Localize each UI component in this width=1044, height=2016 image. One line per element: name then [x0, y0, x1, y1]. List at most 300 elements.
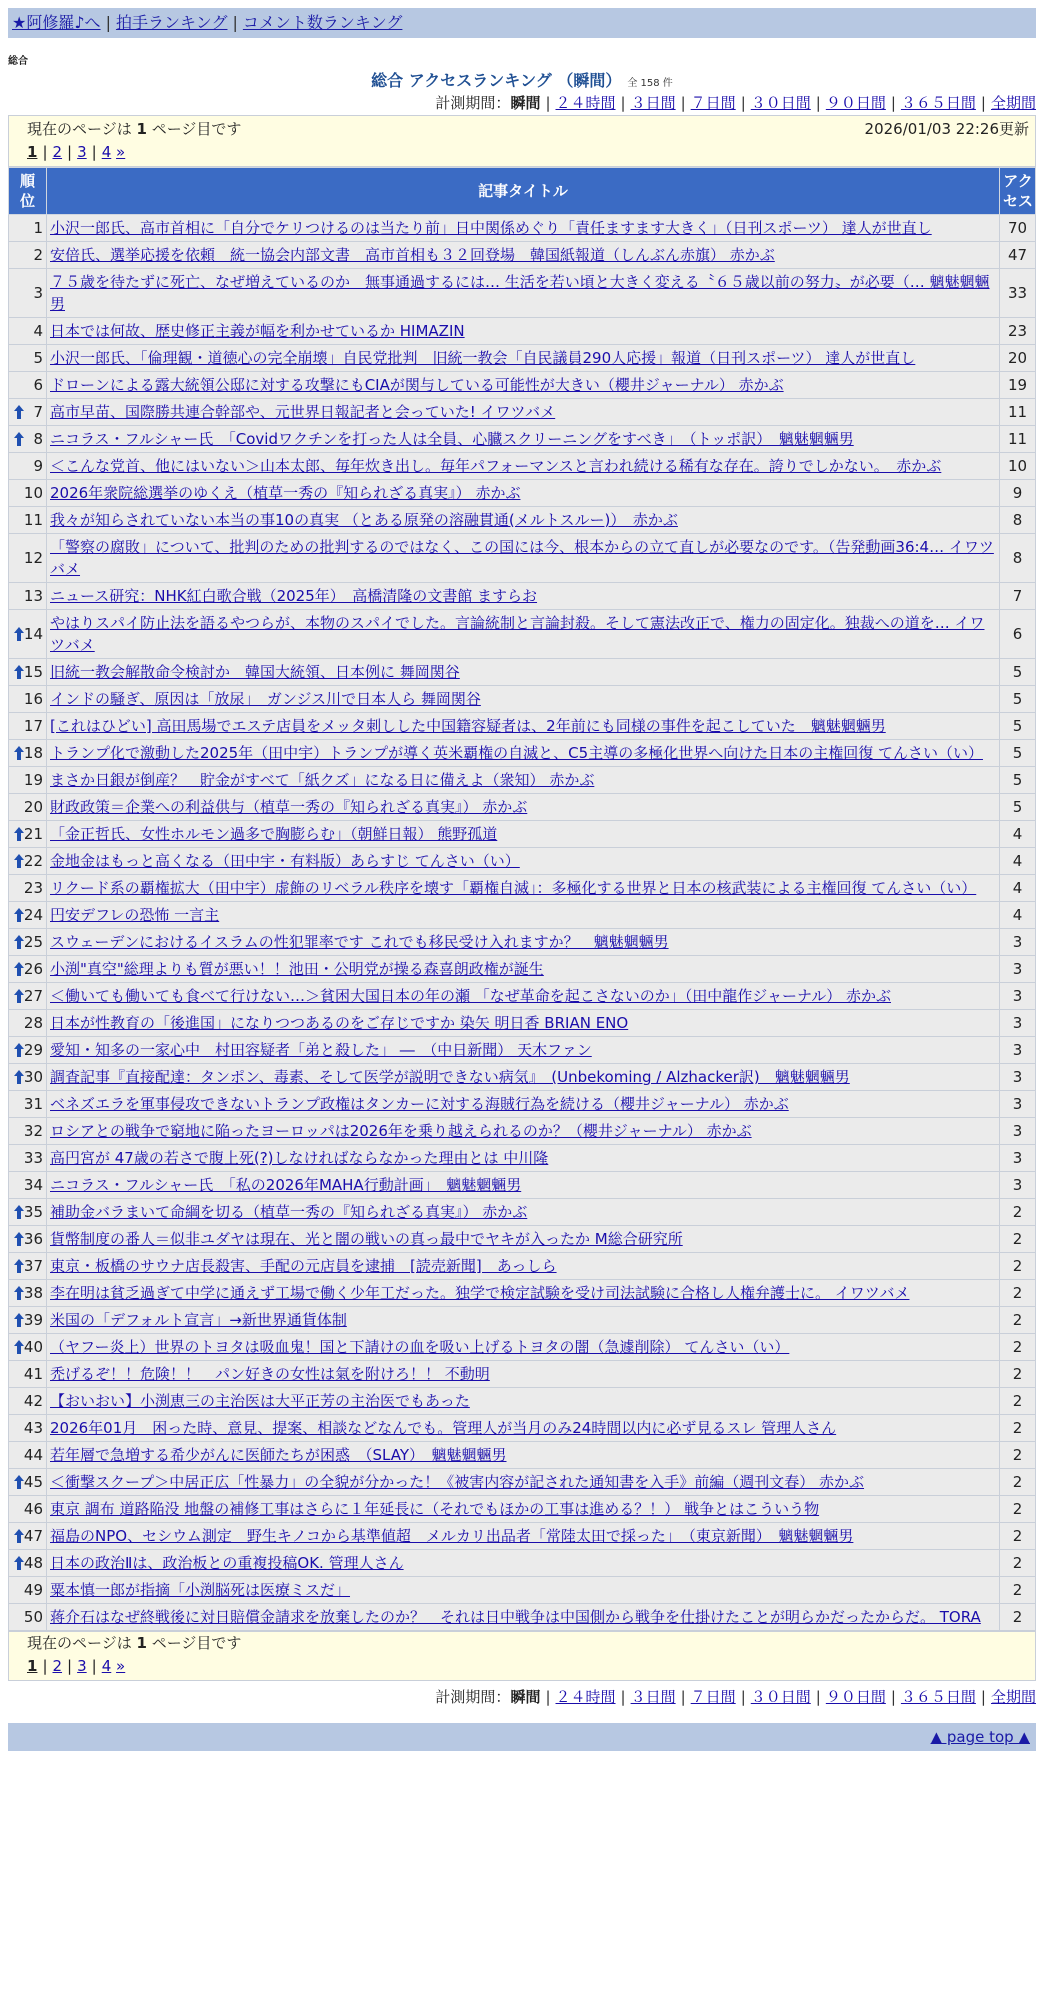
article-link[interactable]: インドの騒ぎ、原因は「放尿」 ガンジス川で日本人ら 舞岡関谷 — [50, 690, 481, 708]
table-row — [9, 1064, 1036, 1091]
table-row — [9, 399, 1036, 426]
article-link[interactable]: 小沢一郎氏、「倫理観・道徳心の完全崩壊」自民党批判 旧統一教会「自民議員290人応援」報道（日刊スポーツ） 達人が世直し — [50, 349, 916, 367]
access-count: 10 — [1000, 453, 1036, 480]
separator: | — [620, 1688, 626, 1706]
title-cell — [47, 1226, 1000, 1253]
rank-number: 31 — [23, 1095, 43, 1113]
title-cell — [47, 740, 1000, 767]
rank-number: 24 — [23, 906, 43, 924]
article-link[interactable]: 円安デフレの恐怖 一言主 — [50, 906, 220, 924]
rank-cell — [9, 1577, 47, 1604]
ranking-table — [8, 167, 1036, 1631]
rank-up-arrow-icon — [13, 404, 25, 420]
rank-cell — [9, 534, 47, 583]
rank-cell — [9, 1361, 47, 1388]
title-cell — [47, 1523, 1000, 1550]
article-link[interactable]: ７５歳を待たずに死亡、なぜ増えているのか 無事通過するには… 生活を若い頃と大きく変える〝６５歳以前の努力〟が必要（… 魑魅魍魎男 — [50, 273, 990, 313]
rank-cell — [9, 740, 47, 767]
rank-cell — [9, 821, 47, 848]
title-cell — [47, 269, 1000, 318]
rank-cell — [9, 1172, 47, 1199]
rank-up-arrow-icon — [13, 664, 25, 680]
access-count: 47 — [1000, 242, 1036, 269]
article-link[interactable]: 日本では何故、歴史修正主義が幅を利かせているか HIMAZIN — [50, 322, 465, 340]
current-page-text — [27, 1632, 241, 1654]
table-row — [9, 713, 1036, 740]
article-link[interactable]: 粟本慎一郎が指摘「小渕脳死は医療ミスだ」 — [50, 1581, 351, 1599]
rank-number: 39 — [23, 1311, 43, 1329]
access-count: 4 — [1000, 875, 1036, 902]
access-count: 3 — [1000, 1091, 1036, 1118]
applause-ranking-link[interactable]: 拍手ランキング — [115, 13, 228, 32]
rank-cell — [9, 902, 47, 929]
access-count: 5 — [1000, 713, 1036, 740]
rank-cell — [9, 1226, 47, 1253]
page-links — [27, 1654, 1029, 1678]
rank-cell — [9, 1118, 47, 1145]
page-link-2[interactable]: 2 — [52, 1657, 63, 1675]
article-link[interactable]: 高円宮が 47歳の若さで腹上死(?)しなければならなかった理由とは 中川隆 — [50, 1149, 549, 1167]
access-count: 2 — [1000, 1361, 1036, 1388]
title-cell — [47, 1172, 1000, 1199]
access-count: 2 — [1000, 1199, 1036, 1226]
rank-up-arrow-icon — [13, 431, 25, 447]
article-link[interactable]: 日本が性教育の「後進国」になりつつあるのをご存じですか 染矢 明日香 BRIAN ENO — [50, 1014, 629, 1032]
access-count: 6 — [1000, 610, 1036, 659]
rank-number: 28 — [23, 1014, 43, 1032]
title-cell — [47, 1010, 1000, 1037]
title-cell — [47, 1442, 1000, 1469]
table-row — [9, 1199, 1036, 1226]
rank-cell — [9, 1280, 47, 1307]
article-link[interactable]: 米国の「デフォルト宣言」→新世界通貨体制 — [50, 1311, 347, 1329]
access-count: 2 — [1000, 1415, 1036, 1442]
access-count: 8 — [1000, 534, 1036, 583]
access-count: 7 — [1000, 583, 1036, 610]
article-link[interactable]: 金地金はもっと高くなる（田中宇・有料版）あらすじ てんさい（い） — [50, 852, 520, 870]
access-count: 3 — [1000, 1064, 1036, 1091]
access-count: 2 — [1000, 1550, 1036, 1577]
rank-number: 25 — [23, 933, 43, 951]
pager-bottom — [8, 1631, 1036, 1681]
rank-up-arrow-icon — [13, 626, 25, 642]
title-cell — [47, 1388, 1000, 1415]
next-page-link[interactable]: » — [116, 143, 126, 161]
article-link[interactable]: 日本の政治Ⅱは、政治板との重複投稿OK. 管理人さん — [50, 1554, 404, 1572]
page-links — [27, 140, 1029, 164]
period-link-5[interactable]: ３６５日間 — [900, 1688, 976, 1706]
period-link-1[interactable]: ３日間 — [630, 94, 676, 112]
period-link-3[interactable]: ３０日間 — [750, 1688, 811, 1706]
period-selector-bottom — [8, 1685, 1036, 1709]
rank-up-arrow-icon — [13, 1285, 25, 1301]
title-cell — [47, 1577, 1000, 1604]
period-link-3[interactable]: ３０日間 — [750, 94, 811, 112]
access-count: 2 — [1000, 1496, 1036, 1523]
table-row — [9, 242, 1036, 269]
article-link[interactable]: 「警察の腐敗」について、批判のための批判するのではなく、この国には今、根本からの立て直しが必要なのです。（告発動画36:4… イワツバメ — [50, 538, 994, 578]
article-link[interactable]: （ヤフー炎上）世界のトヨタは吸血鬼！国と下請けの血を吸い上げるトヨタの闇（急遽削除） てんさい（い） — [50, 1338, 790, 1356]
rank-up-arrow-icon — [13, 934, 25, 950]
table-row — [9, 583, 1036, 610]
access-count: 3 — [1000, 1010, 1036, 1037]
separator: | — [740, 1688, 746, 1706]
table-row — [9, 1442, 1036, 1469]
article-link[interactable]: 財政政策＝企業への利益供与（植草一秀の『知られざる真実』） 赤かぶ — [50, 798, 528, 816]
rank-number: 9 — [33, 457, 43, 475]
access-count: 19 — [1000, 372, 1036, 399]
title-cell — [47, 1199, 1000, 1226]
rank-number: 45 — [23, 1473, 43, 1491]
separator: | — [105, 13, 111, 32]
title-cell — [47, 659, 1000, 686]
article-link[interactable]: 補助金バラまいて命綱を切る（植草一秀の『知られざる真実』） 赤かぶ — [50, 1203, 528, 1221]
table-row — [9, 1334, 1036, 1361]
rank-cell — [9, 318, 47, 345]
article-link[interactable]: 我々が知らされていない本当の事10の真実 （とある原発の溶融貫通(メルトスルー)） 赤かぶ — [50, 511, 678, 529]
access-count: 9 — [1000, 480, 1036, 507]
separator: | — [545, 94, 551, 112]
period-current: 瞬間 — [510, 1688, 541, 1706]
table-row — [9, 453, 1036, 480]
access-count: 2 — [1000, 1523, 1036, 1550]
access-count: 5 — [1000, 686, 1036, 713]
article-link[interactable]: リクード系の覇権拡大（田中宇）虚飾のリベラル秩序を壊す「覇権自滅」：多極化する世界と日本の核武装による主権回復 てんさい（い） — [50, 879, 977, 897]
separator: | — [890, 94, 896, 112]
table-row — [9, 794, 1036, 821]
title-cell — [47, 1037, 1000, 1064]
table-row — [9, 1496, 1036, 1523]
rank-up-arrow-icon — [13, 853, 25, 869]
article-link[interactable]: 蒋介石はなぜ終戦後に対日賠償金請求を放棄したのか？ それは日中戦争は中国側から戦争を仕掛けたことが明らかだったからだ。 TORA — [50, 1608, 981, 1626]
table-row — [9, 983, 1036, 1010]
rank-number: 14 — [23, 625, 43, 643]
title-box — [8, 68, 1036, 91]
article-link[interactable]: ニュース研究：NHK紅白歌合戦（2025年） 高橋清隆の文書館 ますらお — [50, 587, 538, 605]
separator: | — [740, 94, 746, 112]
separator: | — [42, 143, 48, 161]
table-row — [9, 875, 1036, 902]
rank-number: 47 — [23, 1527, 43, 1545]
rank-number: 17 — [23, 717, 43, 735]
article-link[interactable]: ＜衝撃スクープ＞中居正広「性暴力」の全貌が分かった！《被害内容が記された通知書を入手》前編（週刊文春） 赤かぶ — [50, 1473, 865, 1491]
rank-up-arrow-icon — [13, 1069, 25, 1085]
article-link[interactable]: 2026年衆院総選挙のゆくえ（植草一秀の『知られざる真実』） 赤かぶ — [50, 484, 521, 502]
table-row — [9, 1523, 1036, 1550]
rank-number: 1 — [33, 219, 43, 237]
rank-number: 12 — [23, 549, 43, 567]
access-count: 23 — [1000, 318, 1036, 345]
rank-number: 50 — [23, 1608, 43, 1626]
rank-cell — [9, 767, 47, 794]
separator: | — [91, 143, 97, 161]
access-count: 2 — [1000, 1334, 1036, 1361]
article-link[interactable]: 2026年01月 困った時、意見、提案、相談などなんでも。管理人が当月のみ24時間以内に必ず見るスレ 管理人さん — [50, 1419, 837, 1437]
access-count: 2 — [1000, 1388, 1036, 1415]
separator: | — [815, 1688, 821, 1706]
breadcrumb: 総合 — [8, 56, 28, 67]
table-row — [9, 740, 1036, 767]
rank-number: 32 — [23, 1122, 43, 1140]
article-link[interactable]: 安倍氏、選挙応援を依頼 統一協会内部文書 高市首相も３２回登場 韓国紙報道（しんぶん赤旗） 赤かぶ — [50, 246, 775, 264]
separator: | — [67, 1657, 73, 1675]
title-cell — [47, 318, 1000, 345]
table-row — [9, 659, 1036, 686]
rank-cell — [9, 1469, 47, 1496]
rank-number: 23 — [23, 879, 43, 897]
rank-cell — [9, 875, 47, 902]
period-link-6[interactable]: 全期間 — [990, 1688, 1036, 1706]
rank-up-arrow-icon — [13, 1231, 25, 1247]
rank-number: 33 — [23, 1149, 43, 1167]
rank-number: 11 — [23, 511, 43, 529]
article-link[interactable]: 若年層で急増する希少がんに医師たちが困惑 （SLAY） 魑魅魍魎男 — [50, 1446, 507, 1464]
rank-number: 16 — [23, 690, 43, 708]
rank-up-arrow-icon — [13, 961, 25, 977]
rank-number: 42 — [23, 1392, 43, 1410]
next-page-link[interactable]: » — [116, 1657, 126, 1675]
rank-number: 30 — [23, 1068, 43, 1086]
table-row — [9, 1010, 1036, 1037]
page-title — [371, 71, 673, 90]
title-cell — [47, 686, 1000, 713]
separator: | — [680, 94, 686, 112]
separator: | — [91, 1657, 97, 1675]
access-count: 11 — [1000, 426, 1036, 453]
title-cell — [47, 1280, 1000, 1307]
table-row — [9, 848, 1036, 875]
rank-cell — [9, 1037, 47, 1064]
period-link-2[interactable]: ７日間 — [690, 1688, 736, 1706]
access-count: 3 — [1000, 929, 1036, 956]
column-header-title: 記事タイトル — [47, 168, 1000, 215]
rank-cell — [9, 1064, 47, 1091]
separator: | — [545, 1688, 551, 1706]
article-link[interactable]: ニコラス・フルシャー氏 「Covidワクチンを打った人は全員、心臓スクリーニングをすべき」 （トッポ訳） 魑魅魍魎男 — [50, 430, 854, 448]
title-cell — [47, 372, 1000, 399]
table-row — [9, 1226, 1036, 1253]
rank-cell — [9, 1253, 47, 1280]
title-cell — [47, 848, 1000, 875]
separator: | — [980, 94, 986, 112]
separator: | — [232, 13, 238, 32]
table-row — [9, 1118, 1036, 1145]
article-link[interactable]: 高市早苗、国際勝共連合幹部や、元世界日報記者と会っていた! イワツバメ — [50, 403, 556, 421]
article-link[interactable]: ＜こんな党首、他にはいない＞山本太郎、毎年炊き出し。毎年パフォーマンスと言われ続ける稀有な存在。誇りでしかない。 赤かぶ — [50, 457, 942, 475]
title-cell — [47, 983, 1000, 1010]
rank-number: 10 — [23, 484, 43, 502]
article-link[interactable]: スウェーデンにおけるイスラムの性犯罪率です これでも移民受け入れますか？ 魑魅魍魎男 — [50, 933, 669, 951]
rank-cell — [9, 242, 47, 269]
period-link-0[interactable]: ２４時間 — [555, 1688, 616, 1706]
title-cell — [47, 507, 1000, 534]
page-link-4[interactable]: 4 — [101, 143, 112, 161]
article-link[interactable]: ベネズエラを軍事侵攻できないトランプ政権はタンカーに対する海賊行為を続ける（櫻井ジャーナル） 赤かぶ — [50, 1095, 789, 1113]
rank-cell — [9, 1550, 47, 1577]
access-count: 4 — [1000, 902, 1036, 929]
table-row — [9, 1037, 1036, 1064]
article-link[interactable]: 愛知・知多の一家心中 村田容疑者「弟と殺した」 ― （中日新聞） 天木ファン — [50, 1041, 592, 1059]
article-link[interactable]: [これはひどい] 高田馬場でエステ店員をメッタ刺しした中国籍容疑者は、2年前にも同様の事件を起こしていた 魑魅魍魎男 — [50, 717, 886, 735]
separator: | — [620, 94, 626, 112]
title-cell — [47, 821, 1000, 848]
title-cell — [47, 453, 1000, 480]
article-link[interactable]: 調査記事『直接配達：タンポン、毒素、そして医学が説明できない病気』 (Unbekoming / Alzhacker訳) 魑魅魍魎男 — [50, 1068, 850, 1086]
table-row — [9, 507, 1036, 534]
table-row — [9, 426, 1036, 453]
article-link[interactable]: 旧統一教会解散命令検討か 韓国大統領、日本例に 舞岡関谷 — [50, 663, 460, 681]
title-cell — [47, 1469, 1000, 1496]
period-link-5[interactable]: ３６５日間 — [900, 94, 976, 112]
page-link-2[interactable]: 2 — [52, 143, 63, 161]
article-link[interactable]: 小沢一郎氏、高市首相に「自分でケリつけるのは当たり前」日中関係めぐり「責任ますます大きく」（日刊スポーツ） 達人が世直し — [50, 219, 932, 237]
access-count: 3 — [1000, 1172, 1036, 1199]
rank-cell — [9, 686, 47, 713]
article-link[interactable]: やはりスパイ防止法を語るやつらが、本物のスパイでした。言論統制と言論封殺。そして憲法改正で、権力の固定化。独裁への道を… イワツバメ — [50, 614, 985, 654]
rank-number: 43 — [23, 1419, 43, 1437]
current-page-post: ページ目です — [146, 120, 242, 138]
column-header-access — [1000, 168, 1036, 215]
period-link-4[interactable]: ９０日間 — [825, 94, 886, 112]
title-cell — [47, 875, 1000, 902]
rank-number: 26 — [23, 960, 43, 978]
rank-up-arrow-icon — [13, 907, 25, 923]
article-link[interactable]: 【おいおい】小渕恵三の主治医は大平正芳の主治医でもあった — [50, 1392, 470, 1410]
article-link[interactable]: トランプ化で激動した2025年（田中宇）トランプが導く英米覇権の自滅と、C5主導の多極化世界へ向けた日本の主権回復 てんさい（い） — [50, 744, 983, 762]
rank-up-arrow-icon — [13, 1042, 25, 1058]
rank-number: 27 — [23, 987, 43, 1005]
article-link[interactable]: 李在明は貧乏過ぎて中学に通えず工場で働く少年工だった。独学で検定試験を受け司法試験に合格し人権弁護士に。 イワツバメ — [50, 1284, 910, 1302]
title-cell — [47, 956, 1000, 983]
table-row — [9, 1469, 1036, 1496]
separator: | — [67, 143, 73, 161]
article-link[interactable]: 貨幣制度の番人＝似非ユダヤは現在、光と闇の戦いの真っ最中でヤキが入ったか M総合研究所 — [50, 1230, 683, 1248]
home-link[interactable]: ★阿修羅♪へ — [12, 13, 101, 32]
rank-cell — [9, 956, 47, 983]
rank-cell — [9, 794, 47, 821]
table-row — [9, 821, 1036, 848]
period-label: 計測期間： — [435, 1688, 511, 1706]
table-row — [9, 1091, 1036, 1118]
table-row — [9, 1550, 1036, 1577]
page-link-3[interactable]: 3 — [77, 1657, 87, 1675]
access-count: 2 — [1000, 1604, 1036, 1631]
access-count: 3 — [1000, 983, 1036, 1010]
rank-number: 5 — [33, 349, 43, 367]
table-row — [9, 767, 1036, 794]
title-cell — [47, 1496, 1000, 1523]
column-header-rank — [9, 168, 47, 215]
rank-cell — [9, 399, 47, 426]
page-top-link[interactable]: ▲ page top ▲ — [930, 1728, 1030, 1746]
article-link[interactable]: 小渕"真空"総理よりも質が悪い！！池田・公明党が操る森喜朗政権が誕生 — [50, 960, 544, 978]
rank-number: 46 — [23, 1500, 43, 1518]
current-page-pre: 現在のページは — [27, 1634, 137, 1652]
article-link[interactable]: ドローンによる露大統領公邸に対する攻撃にもCIAが関与している可能性が大きい（櫻井ジャーナル） 赤かぶ — [50, 376, 784, 394]
current-page-pre: 現在のページは — [27, 120, 137, 138]
updated-timestamp: 2026/01/03 22:26更新 — [864, 120, 1029, 138]
page-link-4[interactable]: 4 — [101, 1657, 112, 1675]
title-cell — [47, 767, 1000, 794]
rank-cell — [9, 345, 47, 372]
period-link-1[interactable]: ３日間 — [630, 1688, 676, 1706]
separator: | — [680, 1688, 686, 1706]
article-link[interactable]: 「金正哲氏、女性ホルモン過多で胸膨らむ」（朝鮮日報） 熊野孤道 — [50, 825, 498, 843]
table-row — [9, 480, 1036, 507]
article-link[interactable]: 東京 調布 道路陥没 地盤の補修工事はさらに１年延長に（それでもほかの工事は進める？！） 戦争とはこういう物 — [50, 1500, 820, 1518]
title-cell — [47, 902, 1000, 929]
article-link[interactable]: 東京・板橋のサウナ店長殺害、手配の元店員を逮捕 [読売新聞] あっしら — [50, 1257, 557, 1275]
rank-number: 34 — [23, 1176, 43, 1194]
title-cell — [47, 1604, 1000, 1631]
title-cell — [47, 345, 1000, 372]
table-row — [9, 345, 1036, 372]
rank-number: 13 — [23, 587, 43, 605]
article-link[interactable]: ロシアとの戦争で窮地に陥ったヨーロッパは2026年を乗り越えられるのか？（櫻井ジャーナル） 赤かぶ — [50, 1122, 752, 1140]
title-cell — [47, 1091, 1000, 1118]
period-label: 計測期間： — [435, 94, 511, 112]
table-row — [9, 318, 1036, 345]
access-count: 3 — [1000, 1118, 1036, 1145]
rank-number: 21 — [23, 825, 43, 843]
title-cell — [47, 583, 1000, 610]
comment-ranking-link[interactable]: コメント数ランキング — [242, 13, 403, 32]
rank-number: 37 — [23, 1257, 43, 1275]
page-link-3[interactable]: 3 — [77, 143, 87, 161]
pager — [8, 115, 1036, 167]
access-count: 3 — [1000, 956, 1036, 983]
rank-number: 7 — [33, 403, 43, 421]
table-row — [9, 215, 1036, 242]
rank-number: 29 — [23, 1041, 43, 1059]
article-link[interactable]: ニコラス・フルシャー氏 「私の2026年MAHA行動計画」 魑魅魍魎男 — [50, 1176, 522, 1194]
table-row — [9, 686, 1036, 713]
rank-number: 41 — [23, 1365, 43, 1383]
table-row — [9, 929, 1036, 956]
access-count: 4 — [1000, 821, 1036, 848]
separator: | — [815, 94, 821, 112]
rank-number: 44 — [23, 1446, 43, 1464]
article-link[interactable]: まさか日銀が倒産？ 貯金がすべて「紙クズ」になる日に備えよ（衆知） 赤かぶ — [50, 771, 595, 789]
title-cell — [47, 794, 1000, 821]
rank-cell — [9, 507, 47, 534]
rank-number: 22 — [23, 852, 43, 870]
rank-up-arrow-icon — [13, 745, 25, 761]
rank-up-arrow-icon — [13, 1339, 25, 1355]
period-link-6[interactable]: 全期間 — [990, 94, 1036, 112]
rank-up-arrow-icon — [13, 1555, 25, 1571]
title-cell — [47, 215, 1000, 242]
rank-cell — [9, 610, 47, 659]
rank-cell — [9, 1388, 47, 1415]
article-link[interactable]: ＜働いても働いても食べて行けない…＞貧困大国日本の年の瀬 「なぜ革命を起こさないのか」（田中龍作ジャーナル） 赤かぶ — [50, 987, 891, 1005]
title-cell — [47, 1415, 1000, 1442]
rank-cell — [9, 1334, 47, 1361]
access-count: 2 — [1000, 1280, 1036, 1307]
rank-number: 6 — [33, 376, 43, 394]
access-count: 3 — [1000, 1145, 1036, 1172]
rank-number: 20 — [23, 798, 43, 816]
title-cell — [47, 399, 1000, 426]
rank-cell — [9, 659, 47, 686]
period-link-2[interactable]: ７日間 — [690, 94, 736, 112]
access-count: 5 — [1000, 794, 1036, 821]
article-link[interactable]: 禿げるぞ！！危険！！ パン好きの女性は氣を附けろ！！ 不動明 — [50, 1365, 490, 1383]
period-link-0[interactable]: ２４時間 — [555, 94, 616, 112]
article-link[interactable]: 福島のNPO、セシウム測定 野生キノコから基準値超 メルカリ出品者「常陸太田で採った」 （東京新聞） 魑魅魍魎男 — [50, 1527, 854, 1545]
period-link-4[interactable]: ９０日間 — [825, 1688, 886, 1706]
top-nav — [8, 8, 1036, 38]
